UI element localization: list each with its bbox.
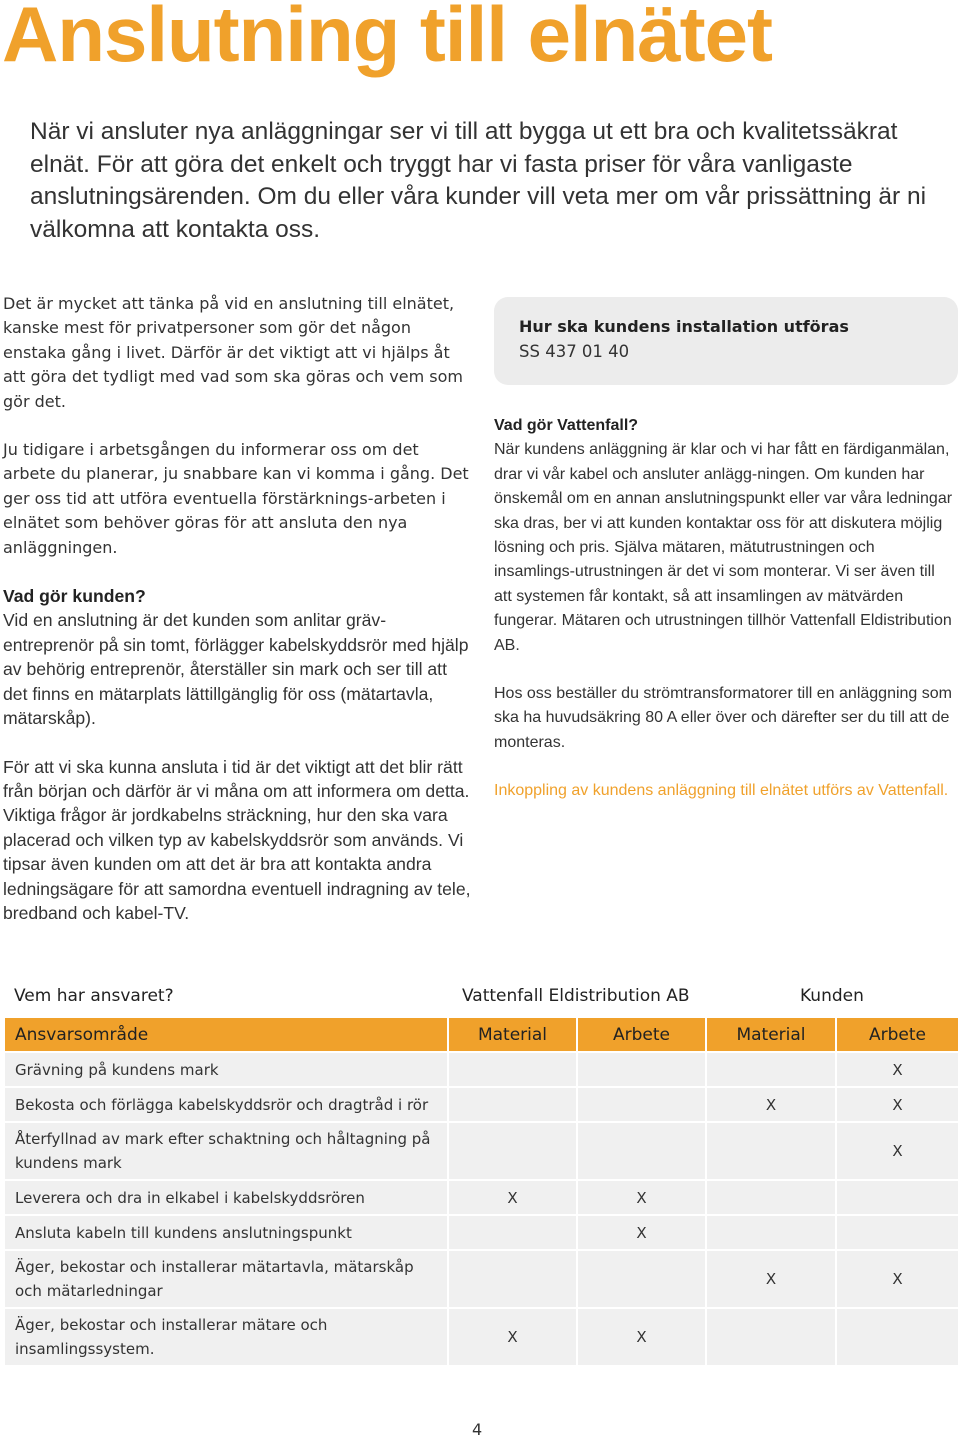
table-row (5, 1123, 958, 1179)
page-title: Anslutning till elnätet (2, 0, 772, 78)
row-label: Äger, bekostar och installerar mätartavla, mätarskåp och mätarledningar (5, 1251, 447, 1307)
header-customer-work: Arbete (837, 1018, 958, 1051)
header-vf-work: Arbete (578, 1018, 705, 1051)
left-paragraph-2: Ju tidigare i arbetsgången du informerar oss om det arbete du planerar, ju snabbare kan vi komma i gång. Det ger oss tid att utföra eventuella förstärknings-arbeten i elnätet som behöver göras för att ansluta den nya anläggningen. (3, 440, 469, 557)
responsibility-table (3, 1016, 960, 1367)
table-row (5, 1309, 958, 1365)
page-number: 4 (472, 1420, 483, 1439)
header-area: Ansvarsområde (5, 1018, 447, 1051)
right-paragraph-2: Hos oss beställer du strömtransformatorer till en anläggning som ska ha huvudsäkring 80 A eller över och därefter ser du till att de monteras. (494, 685, 952, 751)
cell-vf-work: X (578, 1181, 705, 1214)
cell-vf-material (449, 1088, 576, 1121)
cell-vf-material: X (449, 1309, 576, 1365)
highlight-text: Inkoppling av kundens anläggning till elnätet utförs av Vattenfall. (494, 782, 949, 800)
row-label: Bekosta och förlägga kabelskyddsrör och dragtråd i rör (5, 1088, 447, 1121)
cell-vf-material (449, 1123, 576, 1179)
row-label: Äger, bekostar och installerar mätare och insamlingssystem. (5, 1309, 447, 1365)
table-header-row (5, 1018, 958, 1051)
left-paragraph-4: För att vi ska kunna ansluta i tid är det viktigt att det blir rätt från början och därför är vi måna om att informera om detta. Viktiga frågor är jordkabelns sträckning, hur den ska vara placerad och vilken typ av kabelskyddsrör som används. Vi tipsar även kunden om att det är bra att kontakta andra ledningsägare för att samordna eventuell indragning av tele, bredband och kabel-TV. (3, 756, 471, 923)
table-row (5, 1251, 958, 1307)
intro-paragraph: När vi ansluter nya anläggningar ser vi till att bygga ut ett bra och kvalitetssäkrat elnät. För att göra det enkelt och tryggt har vi fasta priser för våra vanligaste anslutningsärenden. Om du eller våra kunder vill veta mer om vår prissättning är ni välkomna att kontakta oss. (30, 118, 927, 243)
table-row (5, 1088, 958, 1121)
cell-vf-work (578, 1088, 705, 1121)
cell-vf-work (578, 1123, 705, 1179)
header-customer-material: Material (707, 1018, 835, 1051)
cell-customer-material (707, 1216, 835, 1249)
row-label: Leverera och dra in elkabel i kabelskyddsrören (5, 1181, 447, 1214)
cell-customer-work (837, 1216, 958, 1249)
cell-customer-work: X (837, 1123, 958, 1179)
cell-customer-work: X (837, 1088, 958, 1121)
cell-customer-material (707, 1053, 835, 1086)
customer-section (3, 584, 471, 925)
cell-customer-work: X (837, 1251, 958, 1307)
cell-vf-work (578, 1251, 705, 1307)
table-row (5, 1216, 958, 1249)
left-paragraph-1: Det är mycket att tänka på vid en anslutning till elnätet, kanske mest för privatpersoner som gör det någon enstaka gång i livet. Därför är det viktigt att vi hjälps åt att göra det tydligt med vad som ska göras och vem som gör det. (3, 294, 463, 411)
table-row (5, 1181, 958, 1214)
cell-vf-material (449, 1216, 576, 1249)
left-column (3, 292, 471, 949)
header-vf-material: Material (449, 1018, 576, 1051)
row-label: Ansluta kabeln till kundens anslutningspunkt (5, 1216, 447, 1249)
info-box-code: SS 437 01 40 (519, 342, 630, 361)
cell-vf-material (449, 1251, 576, 1307)
left-paragraph-3: Vid en anslutning är det kunden som anlitar gräv-entreprenör på sin tomt, förlägger kabelskyddsrör med hjälp av behörig entreprenör, återställer sin mark och ser till att det finns en mätarplats lättillgänglig för oss (mätartavla, mätarskåp). (3, 610, 469, 729)
responsibility-question: Vem har ansvaret? (14, 986, 174, 1006)
cell-vf-work (578, 1053, 705, 1086)
info-box-title: Hur ska kundens installation utföras (519, 317, 849, 336)
group-vattenfall: Vattenfall Eldistribution AB (462, 986, 690, 1006)
cell-vf-work: X (578, 1309, 705, 1365)
table-row (5, 1053, 958, 1086)
cell-vf-work: X (578, 1216, 705, 1249)
cell-customer-material: X (707, 1251, 835, 1307)
cell-vf-material (449, 1053, 576, 1086)
cell-customer-material (707, 1181, 835, 1214)
row-label: Återfyllnad av mark efter schaktning och håltagning på kundens mark (5, 1123, 447, 1179)
cell-vf-material: X (449, 1181, 576, 1214)
right-column (494, 414, 956, 828)
cell-customer-work: X (837, 1053, 958, 1086)
cell-customer-material (707, 1309, 835, 1365)
cell-customer-material: X (707, 1088, 835, 1121)
vattenfall-heading: Vad gör Vattenfall? (494, 417, 639, 434)
group-kunden: Kunden (800, 986, 864, 1006)
right-paragraph-1: När kundens anläggning är klar och vi har fått en färdiganmälan, drar vi vår kabel och ansluter anlägg-ningen. Om kunden har önskemål om en annan anslutningspunkt eller var våra ledningar ska dras, ber vi att kunden kontaktar oss för att diskutera möjlig lösning och pris. Själva mätaren, mätutrustningen och insamlings-utrustningen är det vi som monterar. Vi ser även till att systemen får kontakt, så att insamlingen av mätvärden fungerar. Mätaren och utrustningen tillhör Vattenfall Eldistribution AB. (494, 441, 953, 654)
cell-customer-material (707, 1123, 835, 1179)
cell-customer-work (837, 1181, 958, 1214)
customer-heading: Vad gör kunden? (3, 586, 146, 607)
cell-customer-work (837, 1309, 958, 1365)
row-label: Grävning på kundens mark (5, 1053, 447, 1086)
info-box (494, 297, 958, 385)
